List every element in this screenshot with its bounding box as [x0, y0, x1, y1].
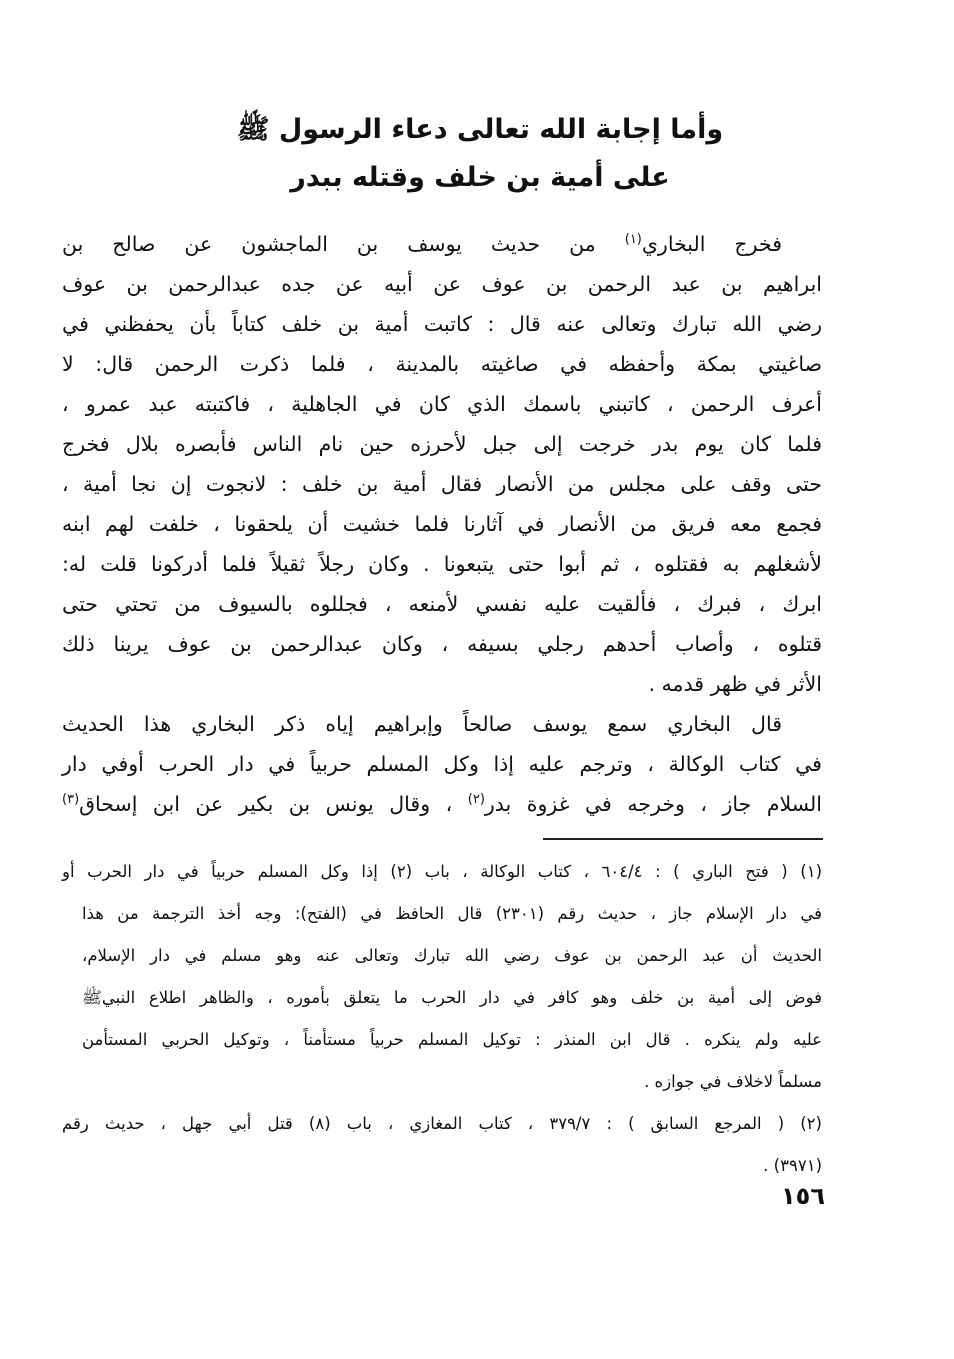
chapter-title-line-1: وأما إجابة الله تعالى دعاء الرسول ﷺ: [236, 114, 724, 145]
footnote-line: (١) ( فتح الباري ) : ٦٠٤/٤ ، كتاب الوكالة ، باب (٢) إذا وكل المسلم حربياً في دار الحرب أو: [62, 862, 822, 881]
body-line: فلما كان يوم بدر خرجت إلى جبل لأحرزه حين نام الناس فأبصره بلال فخرج: [62, 432, 822, 456]
footnote-line: (٢) ( المرجع السابق ) : ٣٧٩/٧ ، كتاب المغازي ، باب (٨) قتل أبي جهل ، حديث رقم: [62, 1114, 822, 1133]
body-line: حتى وقف على مجلس من الأنصار فقال أمية بن خلف : لانجوت إن نجا أمية ،: [62, 472, 822, 496]
body-line: رضي الله تبارك وتعالى عنه قال : كاتبت أمية بن خلف كتاباً بأن يحفظني في: [62, 312, 822, 336]
body-line: ابراهيم بن عبد الرحمن بن عوف عن أبيه عن جده عبدالرحمن بن عوف: [62, 272, 822, 296]
footnote-line: فوض إلى أمية بن خلف وهو كافر في دار الحرب ما يتعلق بأموره ، والظاهر اطلاع النبيﷺ: [82, 988, 822, 1007]
footnote-ref: (٣): [62, 792, 80, 808]
body-line: قتلوه ، وأصاب أحدهم رجلي بسيفه ، وكان عبدالرحمن بن عوف يرينا ذلك: [62, 632, 822, 656]
footnote-line: عليه ولم ينكره . قال ابن المنذر : توكيل المسلم حربياً مستأمناً ، وتوكيل الحربي المستأمن: [82, 1030, 822, 1049]
body-line: فجمع معه فريق من الأنصار في آثارنا فلما خشيت أن يلحقونا ، خلفت لهم ابنه: [62, 512, 822, 536]
footnote-separator: [543, 838, 823, 840]
footnote-line: (٣٩٧١) .: [763, 1156, 822, 1175]
body-line: السلام جاز ، وخرجه في غزوة بدر$^{(٢)}$ ، وقال يونس بن بكير عن ابن إسحاق$^{(٣)}$: [62, 792, 822, 816]
body-line: لأشغلهم به فقتلوه ، ثم أبوا حتى يتبعونا . وكان رجلاً ثقيلاً فلما أدركونا قلت له:: [62, 552, 822, 576]
page-number: ١٥٦: [781, 1182, 825, 1210]
chapter-title-line-2: على أمية بن خلف وقتله ببدر: [290, 162, 670, 193]
footnote-line: مسلماً لاخلاف في جوازه .: [644, 1072, 822, 1091]
body-line: قال البخاري سمع يوسف صالحاً وإبراهيم إياه ذكر البخاري هذا الحديث: [62, 712, 782, 736]
footnote-ref: (٢): [467, 792, 485, 808]
body-line: صاغيتي بمكة وأحفظه في صاغيته بالمدينة ، فلما ذكرت الرحمن قال: لا: [62, 352, 822, 376]
body-line: الأثر في ظهر قدمه .: [648, 672, 822, 696]
body-line: أعرف الرحمن ، كاتبني باسمك الذي كان في الجاهلية ، فاكتبته عبد عمرو ،: [62, 392, 822, 416]
body-line: ابرك ، فبرك ، فألقيت عليه نفسي لأمنعه ، فجللوه بالسيوف من تحتي حتى: [62, 592, 822, 616]
footnote-line: في دار الإسلام جاز ، حديث رقم (٢٣٠١) قال الحافظ في (الفتح): وجه أخذ الترجمة من هذا: [82, 904, 822, 923]
body-line: فخرج البخاري$^{(١)}$ من حديث يوسف بن الماجشون عن صالح بن: [62, 232, 782, 256]
footnote-line: الحديث أن عبد الرحمن بن عوف رضي الله تبارك وتعالى عنه وهو مسلم في دار الإسلام،: [82, 946, 822, 965]
footnote-ref: (١): [624, 232, 642, 248]
body-line: في كتاب الوكالة ، وترجم عليه إذا وكل المسلم حربياً في دار الحرب أوفي دار: [62, 752, 822, 776]
